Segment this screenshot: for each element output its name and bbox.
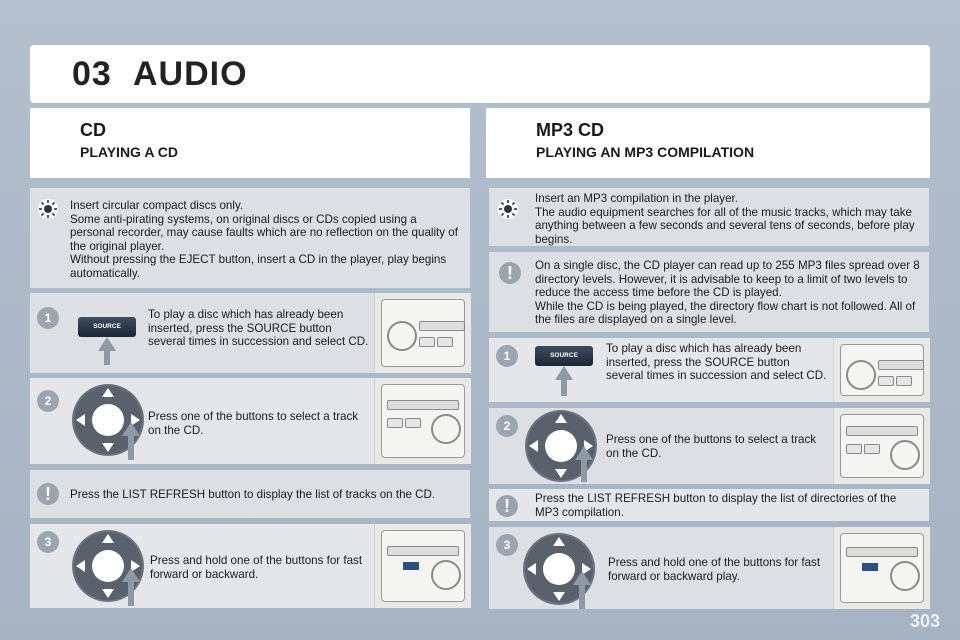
chapter-number: 03 xyxy=(72,55,112,93)
arrow-up-icon xyxy=(98,337,116,365)
warning-icon: ! xyxy=(499,262,521,284)
arrow-up-icon xyxy=(555,366,573,396)
mp3-info-box xyxy=(489,188,929,246)
section-cd-title: CD xyxy=(80,120,106,140)
mp3-info-line: The audio equipment searches for all of the music tracks, which may take anything between a few seconds and several tens of seconds, before play begins. xyxy=(535,205,915,246)
arrow-up-icon xyxy=(122,422,140,460)
cd-info-box xyxy=(30,188,470,288)
mp3-step-3 xyxy=(489,527,929,609)
mp3-step-1 xyxy=(489,338,929,402)
chapter-title: AUDIO xyxy=(133,55,248,93)
mp3-info-text xyxy=(535,192,925,246)
mp3-step-2 xyxy=(489,408,929,484)
mp3-limit-text xyxy=(535,259,925,327)
cd-info-text xyxy=(70,199,462,281)
cd-step-2 xyxy=(30,378,470,464)
warning-icon: ! xyxy=(496,495,518,517)
page-number: 303 xyxy=(909,611,940,631)
mp3-step-3-text: Press and hold one of the buttons for fast forward or backward play. xyxy=(608,556,821,583)
mp3-refresh-note xyxy=(489,489,929,521)
mp3-limit-note xyxy=(489,252,929,332)
cd-info-line: Insert circular compact discs only. xyxy=(70,199,244,212)
radio-panel-photo xyxy=(374,378,471,464)
section-cd-header xyxy=(30,108,470,178)
mp3-refresh-text: Press the LIST REFRESH button to display the list of directories of the MP3 compilation. xyxy=(535,492,897,519)
mp3-step-1-text: To play a disc which has already been inserted, press the SOURCE button several times in succession and select CD. xyxy=(606,342,827,383)
sun-icon xyxy=(37,198,59,220)
section-mp3-title: MP3 CD xyxy=(536,120,605,140)
mp3-info-line: Insert an MP3 compilation in the player. xyxy=(535,192,738,205)
source-button-image: SOURCE xyxy=(78,317,136,337)
cd-info-line: Some anti-pirating systems, on original discs or CDs copied using a personal recorder, may cause faults which are no reflection on the quality of the original player. xyxy=(70,212,458,253)
radio-panel-photo xyxy=(374,293,471,373)
arrow-up-icon xyxy=(575,446,593,482)
warning-icon: ! xyxy=(37,483,59,505)
source-button-image: SOURCE xyxy=(535,346,593,366)
mp3-limit-line: On a single disc, the CD player can read up to 255 MP3 files spread over 8 directory levels. However, it is advisable to keep to a limit of two levels to reduce the access time before the CD is played. xyxy=(535,259,920,300)
cd-refresh-note xyxy=(30,470,470,518)
cd-step-3-text: Press and hold one of the buttons for fast forward or backward. xyxy=(150,554,363,581)
section-cd-subtitle: PLAYING A CD xyxy=(80,144,179,160)
arrow-up-icon xyxy=(122,568,140,606)
cd-step-1 xyxy=(30,293,470,373)
cd-step-2-text: Press one of the buttons to select a track on the CD. xyxy=(148,410,359,437)
radio-panel-photo xyxy=(374,524,471,608)
cd-info-line: Without pressing the EJECT button, insert a CD in the player, play begins automatically. xyxy=(70,253,447,280)
step-1-badge: 1 xyxy=(496,345,518,367)
radio-panel-photo xyxy=(833,527,930,609)
step-2-badge: 2 xyxy=(37,390,59,412)
sun-icon xyxy=(497,198,519,220)
step-3-badge: 3 xyxy=(37,531,59,553)
step-2-badge: 2 xyxy=(496,415,518,437)
section-mp3-header xyxy=(486,108,930,178)
radio-panel-photo xyxy=(833,338,930,402)
cd-step-3 xyxy=(30,524,470,608)
section-mp3-subtitle: PLAYING AN MP3 COMPILATION xyxy=(536,144,755,160)
step-3-badge: 3 xyxy=(496,534,518,556)
radio-panel-photo xyxy=(833,408,930,484)
cd-refresh-text: Press the LIST REFRESH button to display the list of tracks on the CD. xyxy=(70,488,436,501)
mp3-step-2-text: Press one of the buttons to select a track on the CD. xyxy=(606,433,817,460)
arrow-up-icon xyxy=(573,571,591,609)
mp3-limit-line: While the CD is being played, the directory flow chart is not followed. All of the files are displayed on a single level. xyxy=(535,299,916,327)
step-1-badge: 1 xyxy=(37,307,59,329)
cd-step-1-text: To play a disc which has already been inserted, press the SOURCE button several times in succession and select CD. xyxy=(148,308,369,349)
